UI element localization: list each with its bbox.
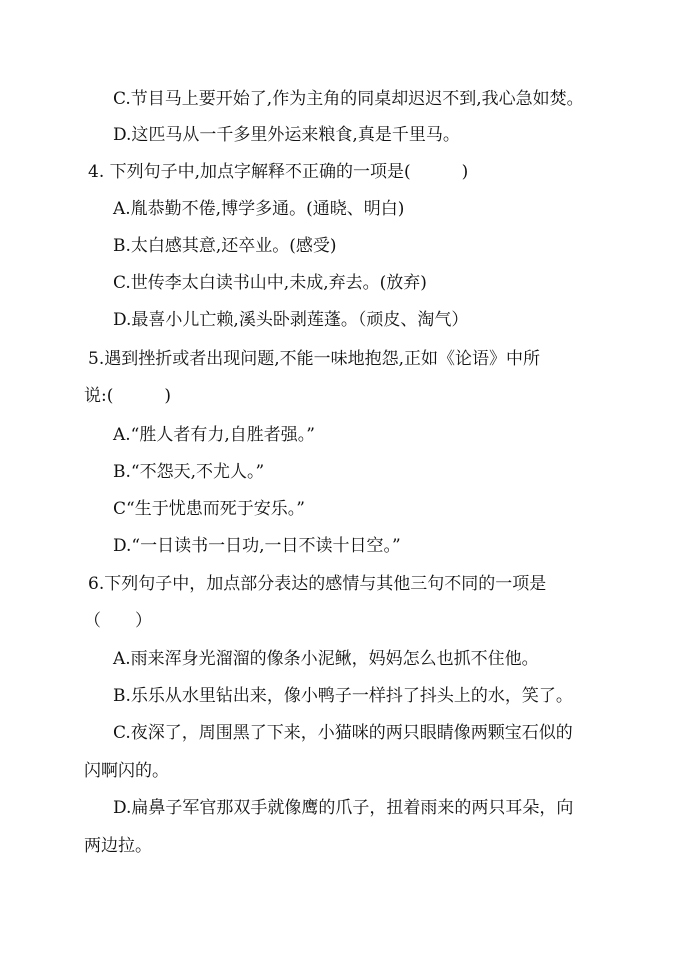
q3-option-c: C.节目马上要开始了,作为主角的同桌却迟迟不到,我心急如焚。 [113, 89, 584, 109]
q5-stem-line1: 5.遇到挫折或者出现问题,不能一味地抱怨,正如《论语》中所 [88, 349, 541, 369]
q6-option-c-line1: C.夜深了，周围黑了下来，小猫咪的两只眼睛像两颗宝石似的 [113, 723, 573, 743]
q6-option-d-line1: D.扁鼻子军官那双手就像鹰的爪子，扭着雨来的两只耳朵，向 [113, 798, 574, 818]
q6-stem-line1: 6.下列句子中，加点部分表达的感情与其他三句不同的一项是 [88, 574, 547, 594]
q3-option-d: D.这匹马从一千多里外运来粮食,真是千里马。 [113, 125, 460, 145]
q4-stem: 4. 下列句子中,加点字解释不正确的一项是( ) [88, 162, 469, 182]
q6-option-a: A.雨来浑身光溜溜的像条小泥鳅，妈妈怎么也抓不住他。 [113, 649, 539, 669]
q6-option-d-line2: 两边拉。 [84, 836, 152, 856]
q5-option-a: A.“胜人者有力,自胜者强。” [113, 425, 315, 445]
q6-option-c-line2: 闪啊闪的。 [84, 761, 169, 781]
q4-option-c: C.世传李太白读书山中,未成,弃去。(放弃) [113, 273, 427, 293]
q4-option-a: A.胤恭勤不倦,博学多通。(通晓、明白) [113, 199, 405, 219]
q5-option-b: B.“不怨天,不尤人。” [113, 462, 265, 482]
q6-stem-line2: （ ） [84, 611, 152, 631]
q5-option-d: D.“一日读书一日功,一日不读十日空。” [113, 536, 401, 556]
q4-option-b: B.太白感其意,还卒业。(感受) [113, 236, 337, 256]
q5-stem-line2: 说:( ) [84, 386, 171, 406]
q5-option-c: C“生于忧患而死于安乐。” [113, 499, 305, 519]
q6-option-b: B.乐乐从水里钻出来，像小鸭子一样抖了抖头上的水，笑了。 [113, 686, 573, 706]
q4-option-d: D.最喜小儿亡赖,溪头卧剥莲蓬。（顽皮、淘气） [113, 310, 469, 330]
